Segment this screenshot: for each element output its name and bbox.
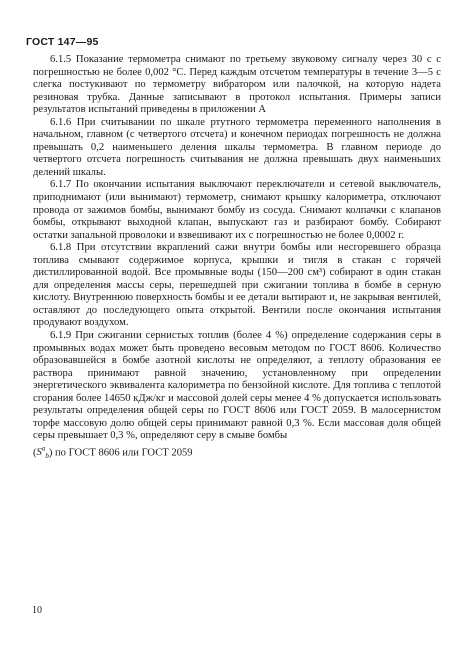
- formula-line: $(S^a_b)$ по ГОСТ 8606 или ГОСТ 2059: [33, 444, 193, 461]
- page-number: 10: [32, 605, 42, 616]
- paragraph-6-1-6: 6.1.6 При считывании по шкале ртутного термометра переменного наполнения в начальном, главном (с четвертого отсчета) и конечном периодах погрешность не должна превышать 0,2 наименьшего деления шкалы термометра. В главном периоде до четвертого отсчета погрешность считывания не должна превышать двух наименьших делений шкалы.: [33, 116, 441, 178]
- formula-symbol-letter: S: [36, 447, 42, 459]
- paragraph-6-1-8: 6.1.8 При отсутствии вкраплений сажи внутри бомбы или несгоревшего образца топлива смывают содержимое корпуса, крышки и тигля в стакан с горячей дистиллированной водой. Все промывные воды (150—200 см³) собирают в один стакан для определения массы серы, перешедшей при сжигании топлива в бомбе в серную кислоту. Внутреннюю поверхность бомбы и ее детали вытирают и, не закрывая вентилей, оставляют до последующего опыта открытой. Вентили после окончания испытания продувают воздухом.: [33, 242, 441, 329]
- formula-subscript: b: [45, 452, 49, 461]
- paragraph-6-1-5: 6.1.5 Показание термометра снимают по третьему звуковому сигналу через 30 с с погрешностью не более 0,002 °С. Перед каждым отсчетом температуры в течение 3—5 с слегка постукивают по термометру вибратором или палочкой, на которую надета резиновая трубка. Данные записывают в протокол испытания. Примеры записи результатов испытаний приведены в приложении А: [33, 54, 441, 116]
- paragraph-6-1-9: 6.1.9 При сжигании сернистых топлив (более 4 %) определение содержания серы в промывных водах может быть проведено весовым методом по ГОСТ 8606. Количество образовавшейся в бомбе азотной кислоты не определяют, а теплоту образования ее раствора принимают равной значению, установленному при определении энергетического эквивалента калориметра по бензойной кислоте. Для топлива с теплотой сгорания более 14650 кДж/кг и массовой долей серы менее 4 % допускается использовать результаты определения общей серы по ГОСТ 8606 или ГОСТ 2059. В малосернистом торфе массовую долю общей серы принимают равной 0,3 %. Если массовая доля общей серы превышает 0,3 %, определяют серу в смыве бомбы: [33, 330, 441, 442]
- formula-tail: по ГОСТ 8606 или ГОСТ 2059: [55, 447, 193, 459]
- document-header-code: ГОСТ 147—95: [26, 36, 99, 48]
- formula-symbol: [36, 444, 49, 461]
- paragraph-6-1-7: 6.1.7 По окончании испытания выключают переключатели и сетевой выключатель, приподнимают (или вынимают) термометр, снимают крышку калориметра, отключают провода от зажимов бомбы, вынимают бомбу из сосуда. Снимают колпачки с клапанов бомбы, открывают выходной клапан, выпускают газ и разбирают бомбу. Собирают остатки запальной проволоки и взвешивают их с погрешностью не более 0,0002 г.: [33, 179, 441, 241]
- document-body: [33, 54, 441, 463]
- formula-superscript: a: [41, 444, 46, 453]
